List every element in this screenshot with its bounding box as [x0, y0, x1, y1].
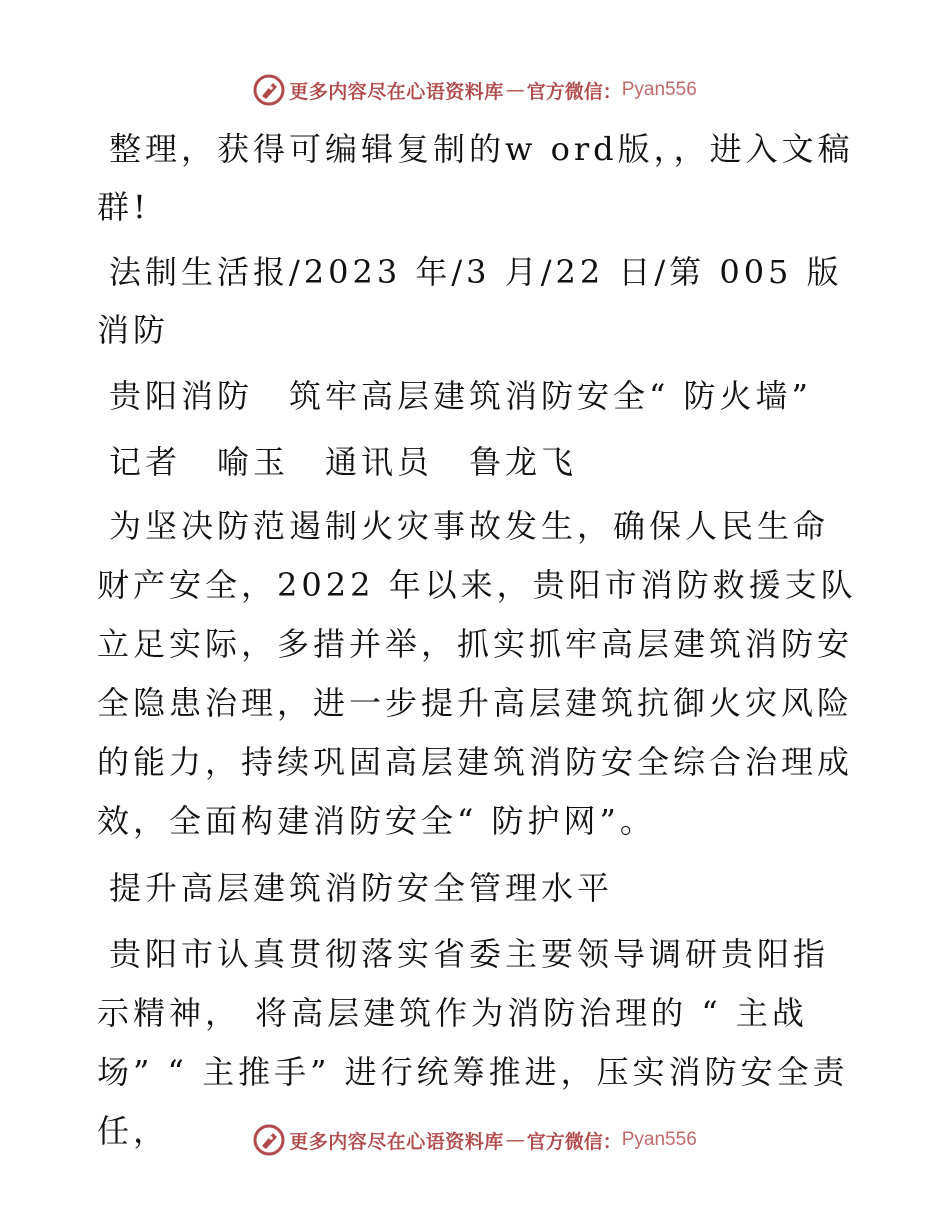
document-body [97, 120, 857, 1161]
banner-separator: — [505, 1129, 525, 1151]
header-banner [0, 70, 950, 110]
footer-banner [0, 1120, 950, 1160]
banner-separator: — [505, 79, 525, 101]
banner-text: 更多内容尽在心语资料库 [289, 1130, 504, 1153]
subheading: 提升高层建筑消防安全管理水平 [109, 869, 614, 907]
intro-paragraph: 整理，获得可编辑复制的w ord版，，进入文稿群! [97, 130, 854, 226]
banner-wechat-id: Pyan556 [621, 79, 697, 100]
lead-paragraph: 为坚决防范遏制火灾事故发生，确保人民生命财产安全，2022 年以来，贵阳市消防救援支队立足实际，多措并举，抓实抓牢高层建筑消防安全隐患治理，进一步提升高层建筑抗御火灾风险的能力，持续巩固高层建筑消防安全综合治理成效，全面构建消防安全“ 防护网”。 [97, 507, 857, 840]
banner-text: 更多内容尽在心语资料库 [289, 80, 504, 103]
headline: 贵阳消防 筑牢高层建筑消防安全“ 防火墙” [109, 377, 812, 415]
source-line: 法制生活报/2023 年/3 月/22 日/第 005 版消防 [97, 253, 843, 349]
banner-wechat-label: 官方微信： [526, 1130, 622, 1153]
pen-nib-logo-icon [253, 74, 285, 106]
body-paragraph: 贵阳市认真贯彻落实省委主要领导调研贵阳指示精神， 将高层建筑作为消防治理的 “ 主战场” “ 主推手” 进行统筹推进，压实消防安全责任， [97, 935, 849, 1150]
banner-wechat-label: 官方微信： [526, 80, 622, 103]
byline: 记者 喻玉 通讯员 鲁龙飞 [109, 443, 578, 481]
pen-nib-logo-icon [253, 1124, 285, 1156]
banner-wechat-id: Pyan556 [621, 1129, 697, 1150]
